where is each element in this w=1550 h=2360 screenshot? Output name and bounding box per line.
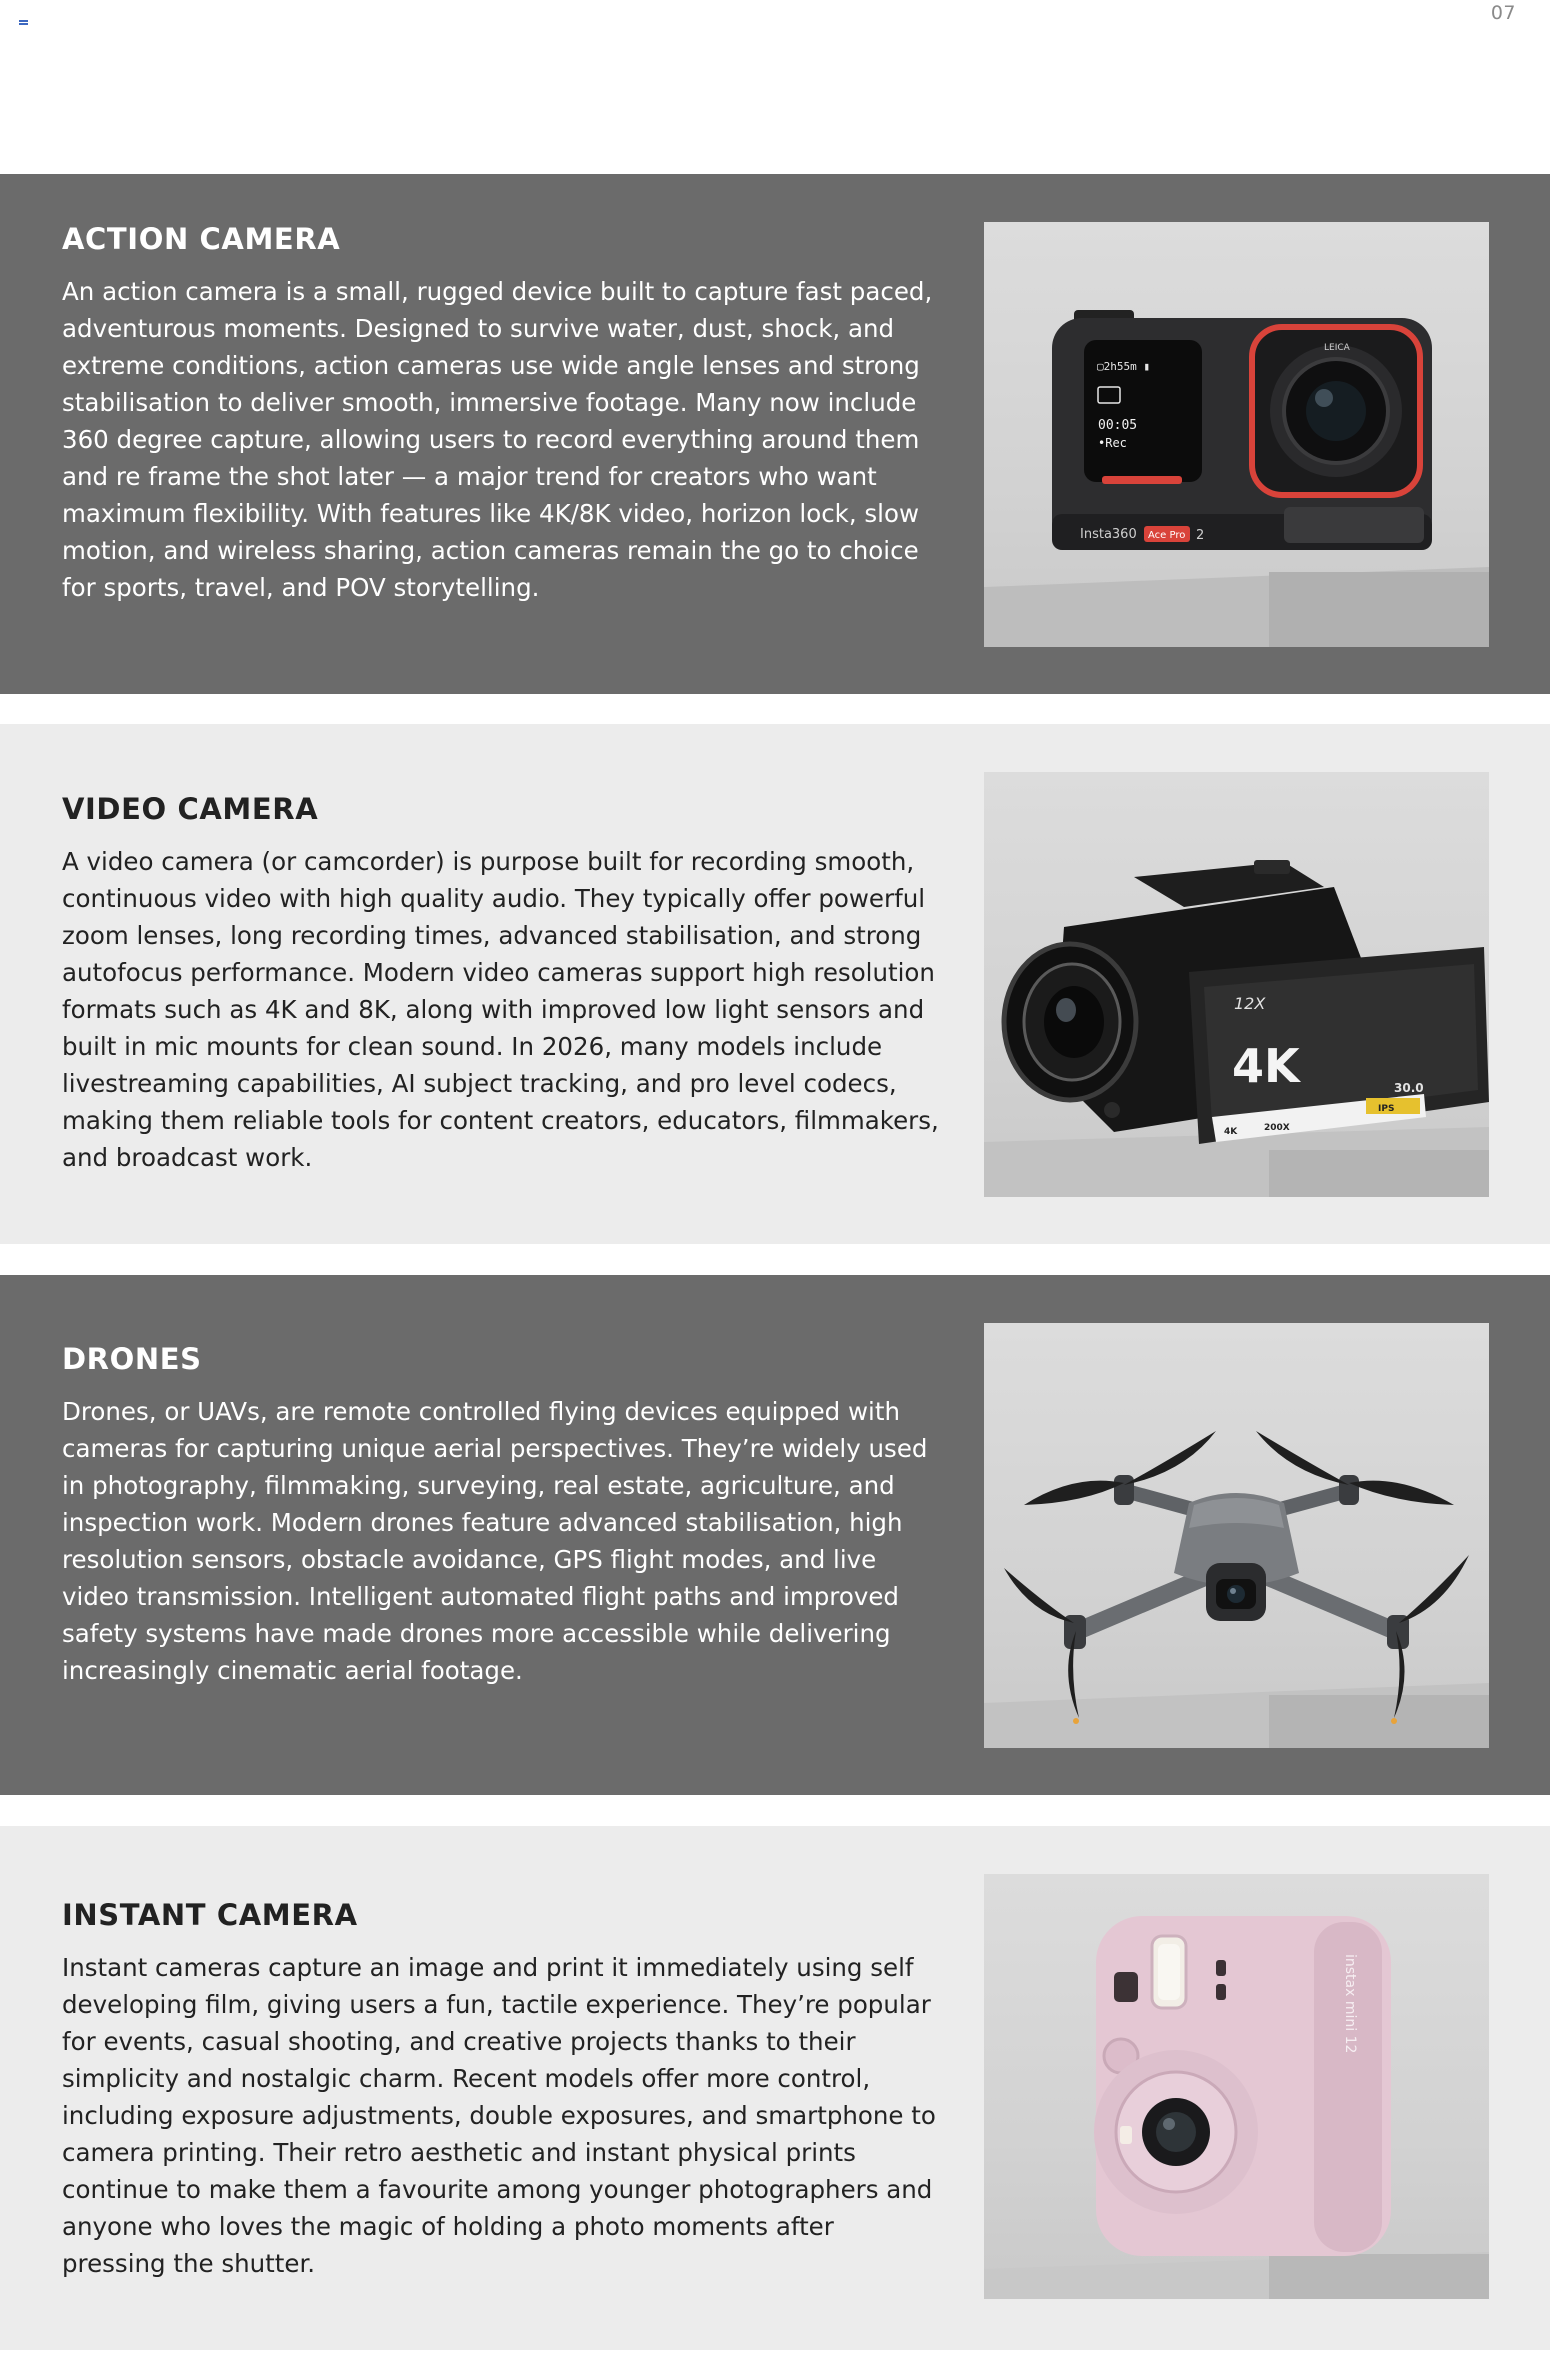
drone-photo — [984, 1323, 1489, 1748]
lens-brand: LEICA — [1324, 343, 1350, 353]
section-title: ACTION CAMERA — [62, 222, 341, 256]
video-camera-photo — [984, 772, 1489, 1197]
action-camera-photo — [984, 222, 1489, 647]
section-text — [62, 1898, 942, 2282]
strip-label-zoom: 200X — [1264, 1123, 1290, 1133]
brand-label: Insta360 — [1080, 527, 1137, 542]
camcorder-icon — [984, 772, 1489, 1197]
drone-icon — [984, 1323, 1489, 1748]
strip-label-4k: 4K — [1224, 1127, 1238, 1137]
section-drones — [0, 1275, 1550, 1795]
section-body: Instant cameras capture an image and print it immediately using self developing film, giving users a fun, tactile experience. They’re popular for events, casual shooting, and creative projects thanks to their simplicity and nostalgic charm. Recent models offer more control, including exposure adjustments, double exposures, and smartphone to camera printing. Their retro aesthetic and instant physical prints continue to make them a favourite among younger photographers and anyone who loves the magic of holding a photo moments after pressing the shutter. — [62, 1952, 936, 2278]
section-instant-camera — [0, 1826, 1550, 2350]
action-camera-icon — [984, 222, 1489, 647]
section-text — [62, 222, 942, 606]
section-title: VIDEO CAMERA — [62, 792, 319, 826]
section-title: DRONES — [62, 1342, 202, 1376]
instant-camera-photo — [984, 1874, 1489, 2299]
side-label: instax mini 12 — [1342, 1954, 1358, 2054]
screen-timer: 00:05 — [1098, 418, 1138, 433]
megapixel-label: 30.0 — [1394, 1081, 1424, 1095]
page-number: 07 — [1490, 2, 1516, 24]
section-video-camera — [0, 724, 1550, 1244]
strip-label-ips: IPS — [1378, 1104, 1395, 1114]
model-number: 2 — [1196, 528, 1205, 543]
model-badge: Ace Pro — [1148, 530, 1186, 541]
section-action-camera — [0, 174, 1550, 694]
section-body: Drones, or UAVs, are remote controlled flying devices equipped with cameras for capturing unique aerial perspectives. They’re widely used in photography, filmmaking, surveying, real estate, agriculture, and inspection work. Modern drones feature advanced stabilisation, high resolution sensors, obstacle avoidance, GPS flight modes, and live video transmission. Intelligent automated flight paths and improved safety systems have made drones more accessible while delivering increasingly cinematic aerial footage. — [62, 1396, 928, 1685]
corner-mark-icon — [19, 20, 28, 25]
section-body: A video camera (or camcorder) is purpose built for recording smooth, continuous video with high quality audio. They typically offer powerful zoom lenses, long recording times, advanced stabilisation, and strong autofocus performance. Modern video cameras support high resolution formats such as 4K and 8K, along with improved low light sensors and built in mic mounts for clean sound. In 2026, many models include livestreaming capabilities, AI subject tracking, and pro level codecs, making them reliable tools for content creators, educators, filmmakers, and broadcast work. — [62, 846, 939, 1172]
section-text — [62, 792, 942, 1176]
section-text — [62, 1342, 942, 1689]
section-body: An action camera is a small, rugged device built to capture fast paced, adventurous moments. Designed to survive water, dust, shock, and extreme conditions, action cameras use wide angle lenses and strong stabilisation to deliver smooth, immersive footage. Many now include 360 degree capture, allowing users to record everything around them and re frame the shot later — a major trend for creators who want maximum flexibility. With features like 4K/8K video, horizon lock, slow motion, and wireless sharing, action cameras remain the go to choice for sports, travel, and POV storytelling. — [62, 276, 933, 602]
zoom-label: 12X — [1234, 994, 1266, 1013]
screen-status: ▢2h55m ▮ — [1097, 360, 1150, 373]
screen-rec: •Rec — [1098, 436, 1127, 450]
section-title: INSTANT CAMERA — [62, 1898, 358, 1932]
instant-camera-icon — [984, 1874, 1489, 2299]
resolution-label: 4K — [1232, 1039, 1300, 1093]
